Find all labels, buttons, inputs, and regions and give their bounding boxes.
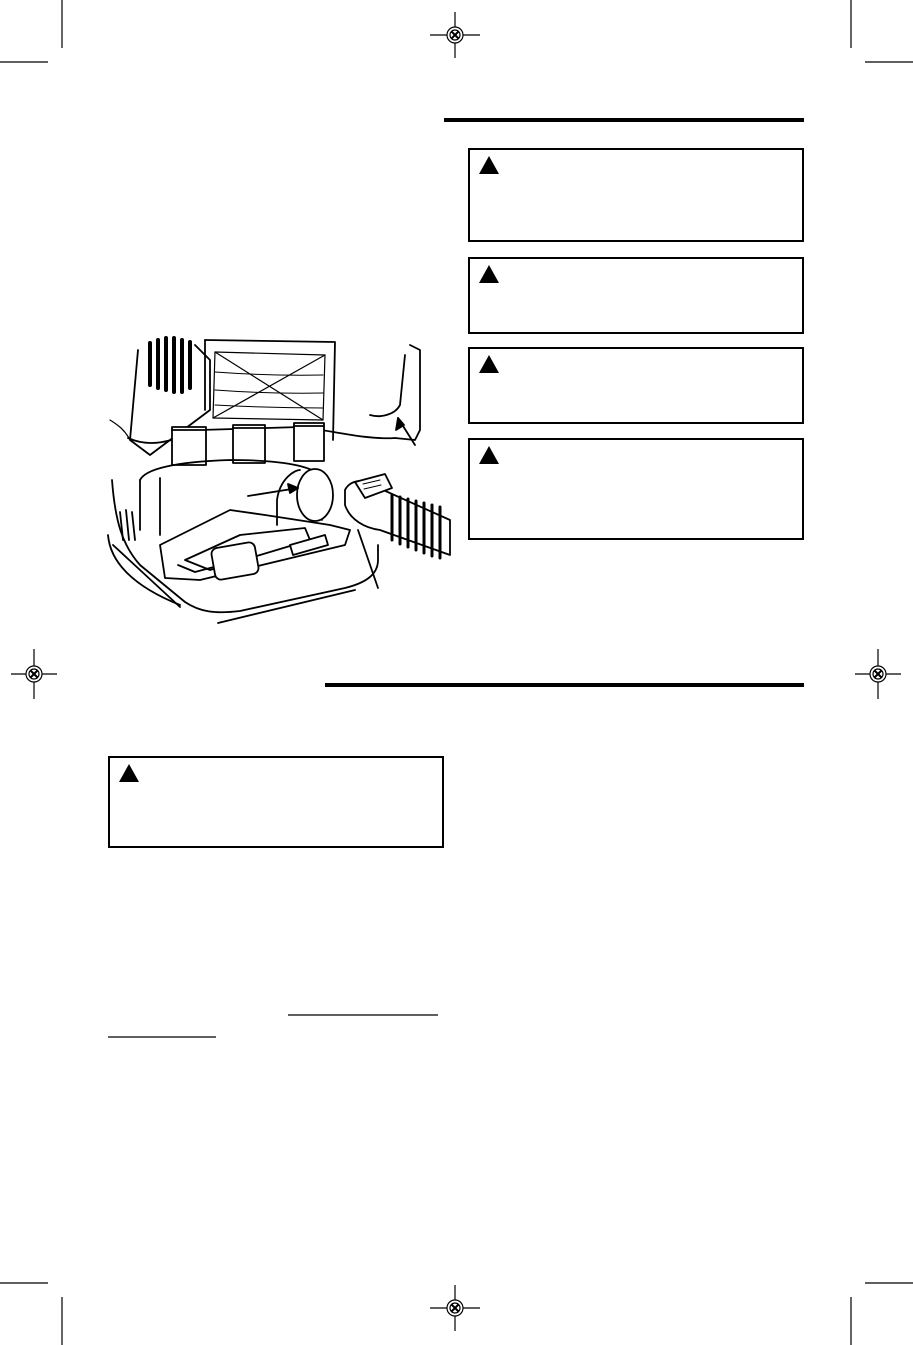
warning-box-4 [468, 438, 804, 540]
warning-box-2 [468, 257, 804, 334]
warning-triangle-icon [478, 354, 500, 374]
registration-mark-right-icon [855, 649, 901, 699]
warning-triangle-icon [478, 155, 500, 175]
registration-mark-bottom-icon [430, 1285, 480, 1331]
warning-triangle-icon [478, 264, 500, 284]
warning-box-3 [468, 347, 804, 424]
vacuum-illustration [105, 330, 450, 630]
registration-mark-left-icon [11, 649, 57, 699]
registration-mark-top-icon [430, 12, 480, 58]
warning-triangle-icon [118, 763, 140, 783]
section-rule-top [444, 118, 804, 122]
warning-box-5 [108, 756, 444, 848]
underline-fragments [100, 1005, 450, 1040]
warning-triangle-icon [478, 445, 500, 465]
section-rule-middle [325, 683, 804, 687]
warning-box-1 [468, 148, 804, 242]
